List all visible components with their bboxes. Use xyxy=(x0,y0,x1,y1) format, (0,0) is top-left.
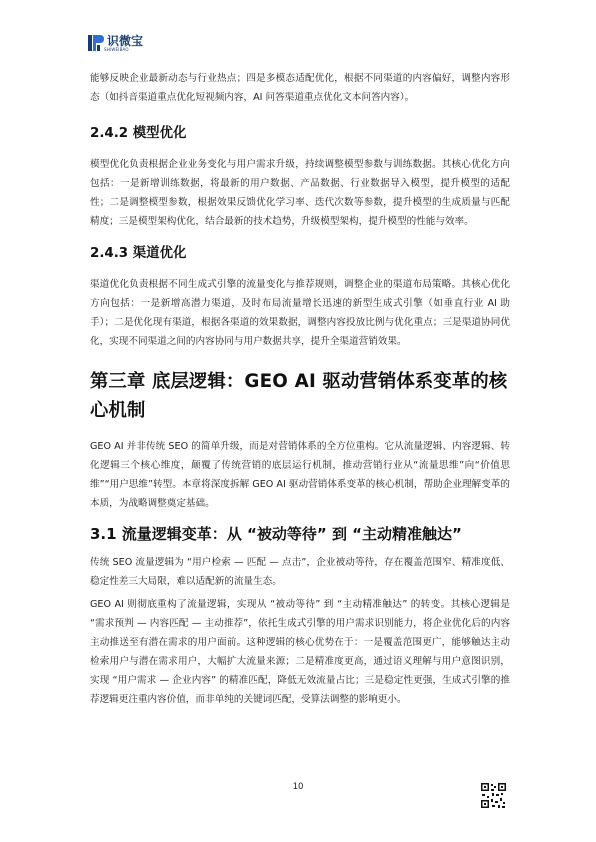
section-heading-3-1: 3.1 流量逻辑变革：从 “被动等待” 到 “主动精准触达” xyxy=(90,525,462,543)
qr-code-icon xyxy=(480,782,507,809)
section-heading-2-4-2: 2.4.2 模型优化 xyxy=(90,126,187,141)
paragraph: GEO AI 并非传统 SEO 的简单升级，而是对营销体系的全方位重构。它从流量逻辑、内容逻辑、转化逻辑三个核心维度，颠覆了传统营销的底层运行机制，推动营销行业从“流量思维”向“价值思维”“用户思维”转型。本章将深度拆解 GEO AI 驱动营销体系变革的核心机制，帮助企业理解变革的本质，为战略调整奠定基础。 xyxy=(90,441,510,509)
paragraph: 传统 SEO 流量逻辑为 “用户检索 — 匹配 — 点击”，企业被动等待，存在覆盖范围窄、精准度低、稳定性差三大局限，难以适配新的流量生态。 xyxy=(90,557,510,587)
document-body xyxy=(90,69,510,709)
page-number: 10 xyxy=(292,782,304,792)
logo-text: 识微宝 xyxy=(107,33,144,48)
section-heading-2-4-3: 2.4.3 渠道优化 xyxy=(90,246,187,261)
logo-mark-icon xyxy=(88,33,104,53)
paragraph: 能够反映企业最新动态与行业热点；四是多模态适配优化，根据不同渠道的内容偏好，调整内容形态（如抖音渠道重点优化短视频内容，AI 问答渠道重点优化文本问答内容）。 xyxy=(90,73,510,103)
brand-logo xyxy=(88,33,143,53)
chapter-heading: 第三章 底层逻辑：GEO AI 驱动营销体系变革的核心机制 xyxy=(90,371,508,421)
paragraph: 渠道优化负责根据不同生成式引擎的流量变化与推荐规则，调整企业的渠道布局策略。其核心优化方向包括：一是新增高潜力渠道，及时布局流量增长迅速的新型生成式引擎（如垂直行业 AI 助手）；二是优化现有渠道，根据各渠道的效果数据，调整内容投放比例与优化重点；三是渠道协同优化，实现不同渠道之间的内容协同与用户数据共享，提升全渠道营销效果。 xyxy=(90,279,510,347)
logo-subtext: SHIWEIBAO xyxy=(104,46,129,52)
paragraph: 模型优化负责根据企业业务变化与用户需求升级，持续调整模型参数与训练数据。其核心优化方向包括：一是新增训练数据，将最新的用户数据、产品数据、行业数据导入模型，提升模型的适配性；二是调整模型参数，根据效果反馈优化学习率、迭代次数等参数，提升模型的生成质量与匹配精度；三是模型架构优化，结合最新的技术趋势，升级模型架构，提升模型的性能与效率。 xyxy=(90,159,510,227)
paragraph: GEO AI 则彻底重构了流量逻辑，实现从 “被动等待” 到 “主动精准触达” 的转变。其核心逻辑是 “需求预判 — 内容匹配 — 主动推荐”，依托生成式引擎的用户需求识别能力，将企业优化后的内容主动推送至有潜在需求的用户面前。这种逻辑的核心优势在于：一是覆盖范围更广，能够触达主动检索用户与潜在需求用户，大幅扩大流量来源；二是精准度更高，通过语义理解与用户意图识别，实现 “用户需求 — 企业内容” 的精准匹配，降低无效流量占比；三是稳定性更强，生成式引擎的推荐逻辑更注重内容价值，而非单纯的关键词匹配，受算法调整的影响更小。 xyxy=(90,599,510,705)
